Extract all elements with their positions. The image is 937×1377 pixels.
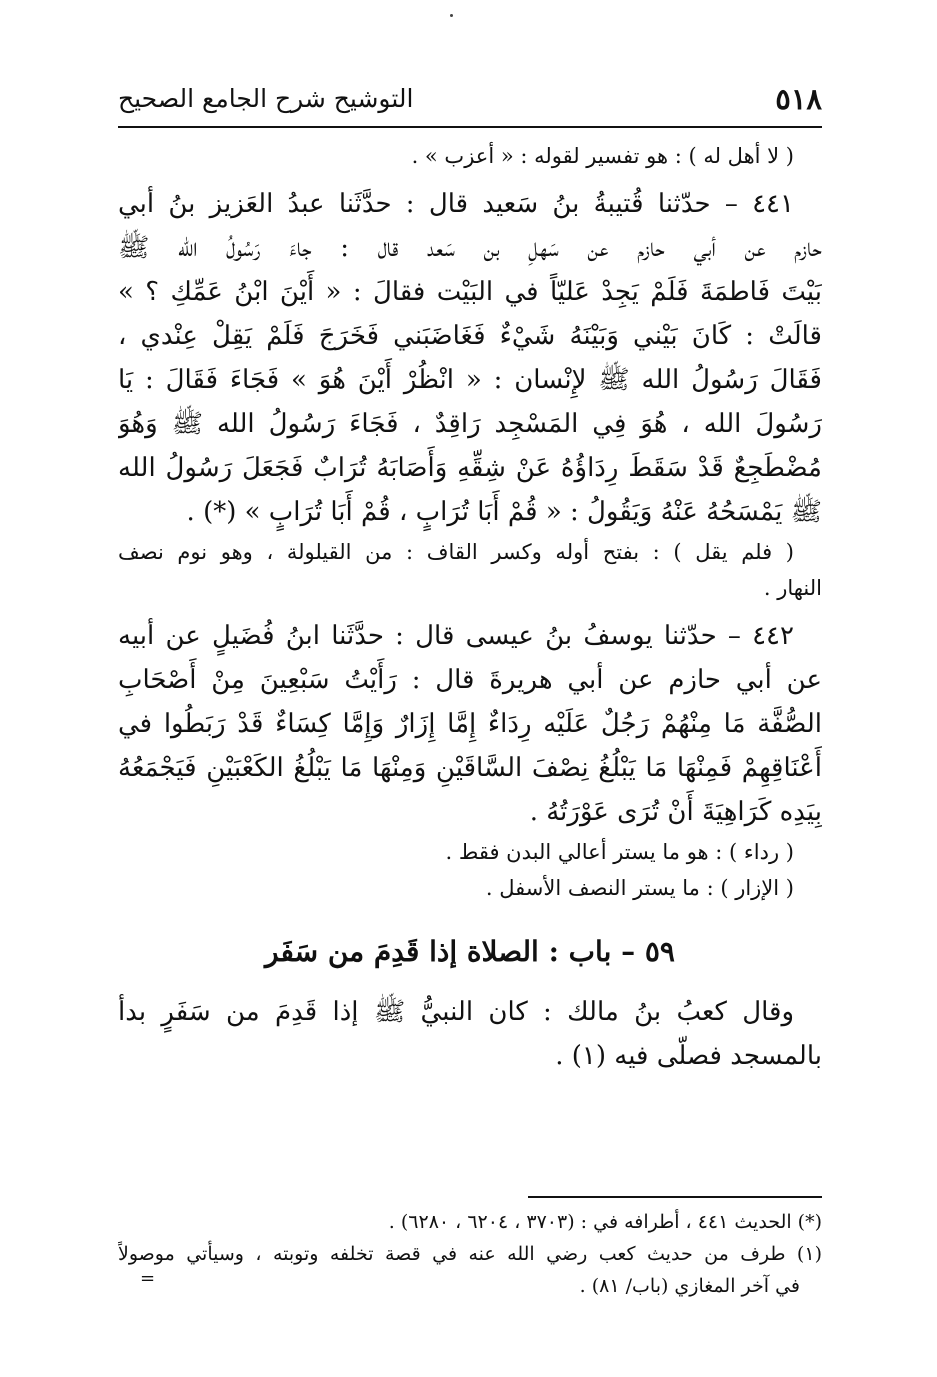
hadith-442-line: بِيَدِه كَرَاهِيَةَ أَنْ تُرَى عَوْرَتُهُ .	[529, 797, 822, 827]
hadith-441-line: قالَتْ : كَانَ بَيْني وَبَيْنَهُ شَيْءٌ فَغَاضَبَني فَخَرَجَ فَلَمْ يَقِلْ عِنْدي ،	[118, 321, 822, 351]
body-line: وقال كعبُ بنُ مالك : كان النبيُّ ﷺ إذا قَدِمَ من سَفَرٍ بدأ	[118, 997, 794, 1027]
note-line: ( الإزار ) : ما يستر النصف الأسفل .	[485, 876, 794, 900]
footnote-rule	[528, 1196, 822, 1198]
hadith-442-line: الصُّفَّة مَا مِنْهُمْ رَجُلٌ عَلَيْه رِدَاءٌ إِمَّا إِزَارٌ وَإِمَّا كِسَاءٌ قَدْ رَبَطُوا في	[118, 709, 822, 739]
header-rule	[118, 126, 822, 128]
book-title: التوشيح شرح الجامع الصحيح	[118, 84, 414, 113]
footnotes	[118, 1206, 822, 1302]
note-line: ( رداء ) : هو ما يستر أعالي البدن فقط .	[445, 840, 794, 864]
footnote-line: (١) طرف من حديث كعب رضي الله عنه في قصة تخلفه وتوبته ، وسيأتي موصولاً	[118, 1243, 822, 1265]
hadith-441-line: بَيْتَ فَاطمَةَ فَلَمْ يَجِدْ عَليّاً في البَيْت فقالَ : « أَيْنَ ابْنُ عَمِّكِ ؟ »	[118, 277, 822, 307]
hadith-441-line: ﷺ يَمْسَحُهُ عَنْهُ وَيَقُولُ : « قُمْ أَبَا تُرَابٍ ، قُمْ أَبَا تُرَابٍ » (*) .	[186, 497, 822, 527]
page-number: ٥١٨	[775, 82, 822, 116]
hadith-442-line: ٤٤٢ – حدّثنا يوسفُ بنُ عيسى قال : حدَّثَنا ابنُ فُضَيلٍ عن أبيه	[118, 621, 794, 651]
footnote-line: في آخر المغازي (باب/ ٨١) .	[579, 1275, 800, 1297]
body-line: بالمسجد فصلّى فيه (١) .	[555, 1041, 822, 1071]
hadith-442-line: أَعْنَاقِهِمْ فَمِنْهَا مَا يَبْلُغُ نِصْفَ السَّاقَيْنِ وَمِنْهَا مَا يَبْلُغُ الكَعْبَيْنِ فَيَجْمَعُهُ	[118, 753, 822, 783]
hadith-441-line: مُضْطَجِعٌ قَدْ سَقَطَ رِدَاؤُهُ عَنْ شِقِّهِ وَأَصَابَهُ تُرَابٌ فَجَعَلَ رَسُولُ الله	[118, 453, 822, 483]
note-line: ( لا أهل له ) : هو تفسير لقوله : « أعزب » .	[411, 144, 794, 168]
page-header	[118, 82, 822, 122]
hadith-441-line: فَقَالَ رَسُولُ الله ﷺ لإِنْسان : « انْظُرْ أَيْنَ هُوَ » فَجَاءَ فَقَالَ : يَا	[118, 365, 822, 395]
top-dot	[450, 14, 453, 17]
hadith-441-line: حازم عن أبي حازم عن سَهلِ بن سَعد قال : جاءَ رَسُولُ الله ﷺ	[118, 233, 822, 263]
footnote-line: (*) الحديث ٤٤١ ، أطرافه في : (٣٧٠٣ ، ٦٢٠٤ ، ٦٢٨٠) .	[388, 1211, 822, 1233]
main-text	[118, 138, 822, 1078]
chapter-heading: ٥٩ – باب : الصلاة إذا قَدِمَ من سَفَر	[265, 935, 675, 968]
note-line: النهار .	[763, 576, 822, 600]
hadith-442-line: عن أبي حازم عن أبي هريرةَ قال : رَأَيْتُ سَبْعِينَ مِنْ أَصْحَابِ	[118, 665, 822, 695]
hadith-441-line: ٤٤١ – حدّثنا قُتيبةُ بنُ سَعيد قال : حدَّثَنا عبدُ العَزيز بنُ أبي	[118, 189, 794, 219]
continuation-mark: =	[140, 1268, 156, 1289]
hadith-441-line: رَسُولَ الله ، هُوَ فِي المَسْجِد رَاقِدٌ ، فَجَاءَ رَسُولُ الله ﷺ وَهُوَ	[118, 409, 822, 439]
note-line: ( فلم يقل ) : بفتح أوله وكسر القاف : من القيلولة ، وهو نوم نصف	[118, 540, 794, 564]
